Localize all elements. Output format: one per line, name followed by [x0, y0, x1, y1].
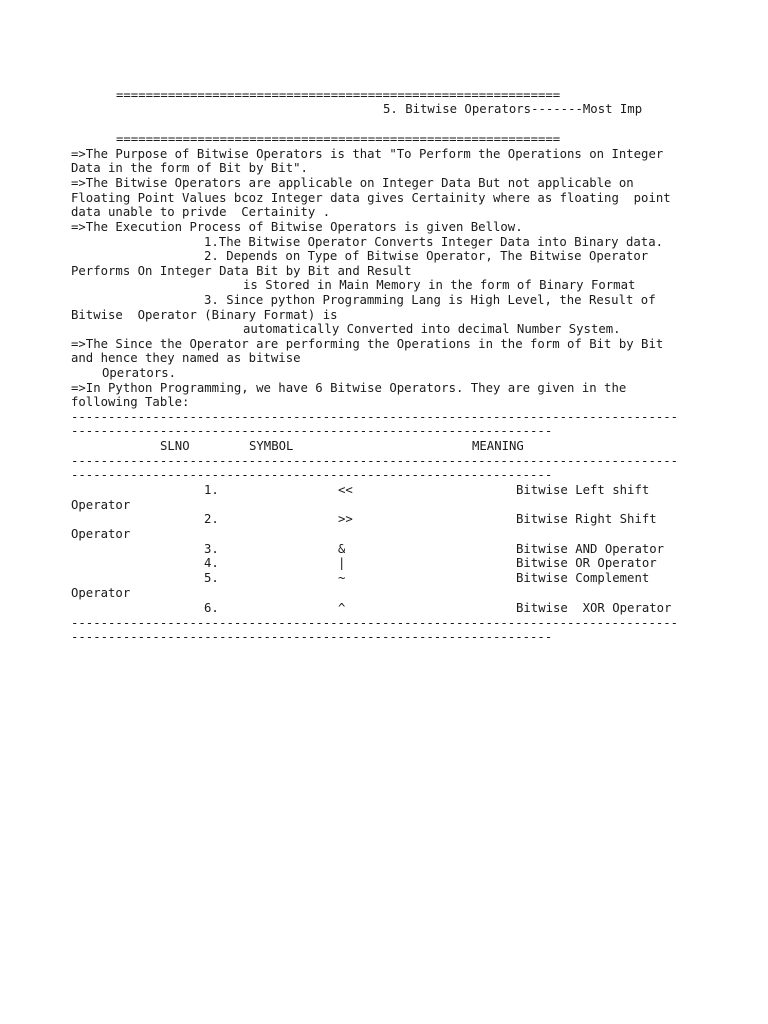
table-cell-symbol: >> — [338, 512, 353, 526]
table-cell-meaning: Bitwise Complement — [516, 571, 650, 585]
table-cell-meaning-wrap: Operator — [71, 527, 131, 541]
text-line: Performs On Integer Data Bit by Bit and Result — [71, 264, 412, 278]
table-cell-slno: 2. — [204, 512, 219, 526]
table-rule: ---------------------------------------------------------------------------------- — [71, 410, 679, 424]
table-rule: ----------------------------------------------------------------- — [71, 630, 553, 644]
text-line: =>The Purpose of Bitwise Operators is that "To Perform the Operations on Integer — [71, 147, 664, 161]
text-line: =>The Execution Process of Bitwise Operators is given Bellow. — [71, 220, 523, 234]
table-rule: ---------------------------------------------------------------------------------- — [71, 616, 679, 630]
text-line: =>In Python Programming, we have 6 Bitwise Operators. They are given in the — [71, 381, 627, 395]
text-line: Operators. — [102, 366, 177, 380]
text-line: 1.The Bitwise Operator Converts Integer Data into Binary data. — [204, 235, 664, 249]
text-line: =>The Since the Operator are performing the Operations in the form of Bit by Bit — [71, 337, 664, 351]
table-rule: ----------------------------------------------------------------- — [71, 424, 553, 438]
text-line: 2. Depends on Type of Bitwise Operator, The Bitwise Operator — [204, 249, 649, 263]
table-cell-symbol: ^ — [338, 601, 346, 615]
table-cell-meaning: Bitwise OR Operator — [516, 556, 657, 570]
table-header-symbol: SYMBOL — [249, 439, 294, 453]
separator-line: ============================================================ — [116, 132, 561, 146]
table-cell-meaning: Bitwise Left shift — [516, 483, 650, 497]
section-heading: 5. Bitwise Operators-------Most Imp — [383, 102, 643, 116]
text-line: data unable to privde Certainity . — [71, 205, 331, 219]
table-cell-meaning-wrap: Operator — [71, 498, 131, 512]
text-line: =>The Bitwise Operators are applicable on Integer Data But not applicable on — [71, 176, 634, 190]
text-line: automatically Converted into decimal Number System. — [243, 322, 621, 336]
table-header-slno: SLNO — [160, 439, 190, 453]
text-line: Data in the form of Bit by Bit". — [71, 161, 308, 175]
table-cell-slno: 1. — [204, 483, 219, 497]
separator-line: ============================================================ — [116, 88, 561, 102]
table-rule: ----------------------------------------------------------------- — [71, 468, 553, 482]
table-cell-slno: 5. — [204, 571, 219, 585]
table-cell-meaning: Bitwise Right Shift — [516, 512, 657, 526]
table-cell-symbol: | — [338, 556, 346, 570]
table-header-meaning: MEANING — [472, 439, 524, 453]
table-cell-slno: 3. — [204, 542, 219, 556]
text-line: 3. Since python Programming Lang is High Level, the Result of — [204, 293, 656, 307]
table-cell-meaning: Bitwise AND Operator — [516, 542, 665, 556]
text-line: is Stored in Main Memory in the form of Binary Format — [243, 278, 636, 292]
text-line: Floating Point Values bcoz Integer data gives Certainity where as floating point — [71, 191, 671, 205]
text-line: Bitwise Operator (Binary Format) is — [71, 308, 338, 322]
table-cell-meaning-wrap: Operator — [71, 586, 131, 600]
text-line: and hence they named as bitwise — [71, 351, 301, 365]
table-rule: ---------------------------------------------------------------------------------- — [71, 454, 679, 468]
table-cell-slno: 6. — [204, 601, 219, 615]
table-cell-slno: 4. — [204, 556, 219, 570]
table-cell-symbol: & — [338, 542, 346, 556]
table-cell-symbol: << — [338, 483, 353, 497]
table-cell-meaning: Bitwise XOR Operator — [516, 601, 672, 615]
text-line: following Table: — [71, 395, 190, 409]
table-cell-symbol: ~ — [338, 571, 346, 585]
